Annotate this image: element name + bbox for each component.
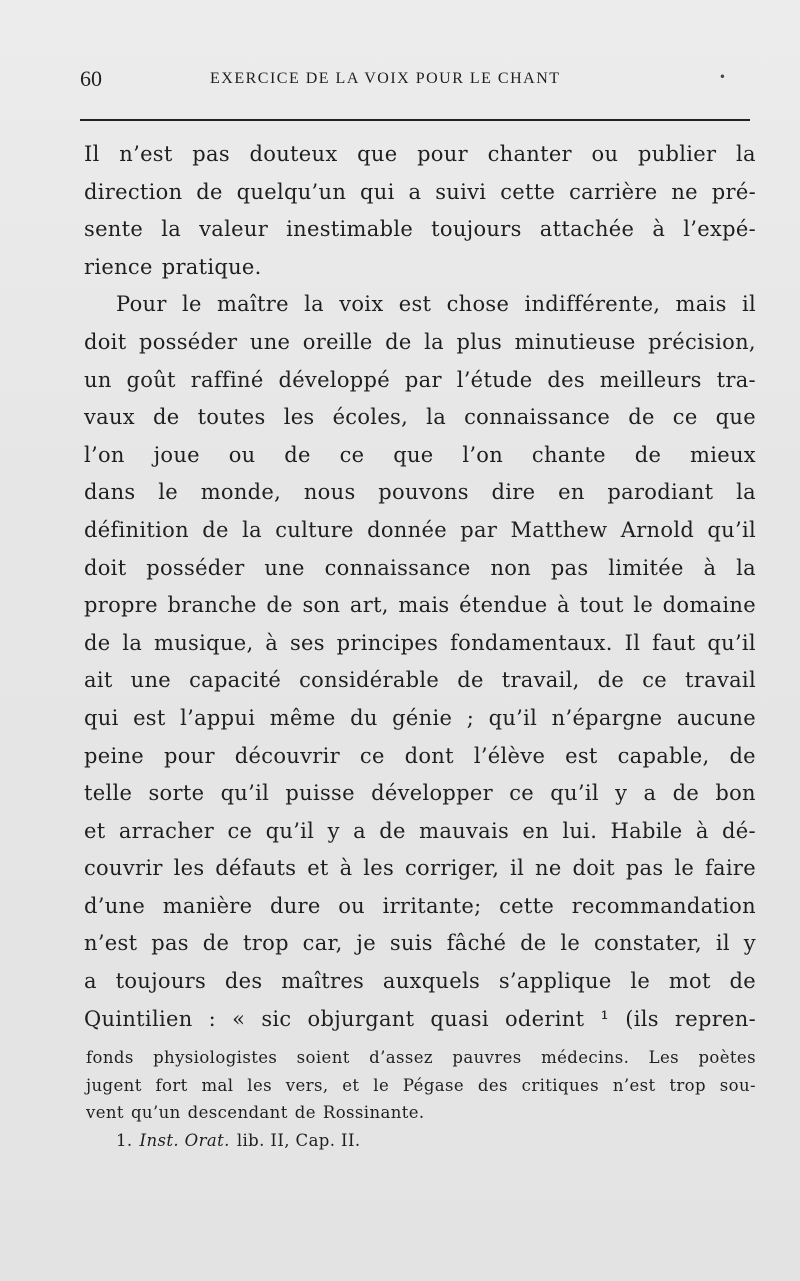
footnote-continuation <box>86 1044 756 1127</box>
text-line: a toujours des maîtres auxquels s’applique le mot de <box>84 969 756 994</box>
footnote-reference <box>86 1127 756 1155</box>
text-line: Quintilien : « sic objurgant quasi oderint ¹ (ils repren- <box>84 1006 756 1031</box>
header-dot: • <box>718 70 726 84</box>
footnote-line: vent qu’un descendant de Rossinante. <box>86 1103 425 1122</box>
footnote-work: Inst. Orat. <box>139 1130 230 1150</box>
text-line: dans le monde, nous pouvons dire en parodiant la <box>84 480 756 505</box>
footnotes <box>86 1044 756 1154</box>
text-line: de la musique, à ses principes fondamentaux. Il faut qu’il <box>84 630 756 655</box>
footnote-location: lib. II, Cap. II. <box>236 1130 361 1150</box>
text-line: n’est pas de trop car, je suis fâché de le constater, il y <box>84 931 756 956</box>
text-line: direction de quelqu’un qui a suivi cette carrière ne pré- <box>84 179 756 204</box>
text-line: peine pour découvrir ce dont l’élève est capable, de <box>84 743 756 768</box>
text-line: qui est l’appui même du génie ; qu’il n’épargne aucune <box>84 705 756 730</box>
text-line: rience pratique. <box>84 254 262 279</box>
text-line: et arracher ce qu’il y a de mauvais en lui. Habile à dé- <box>84 818 756 843</box>
header-rule <box>80 119 750 121</box>
text-line: d’une manière dure ou irritante; cette recommandation <box>84 893 756 918</box>
text-line: telle sorte qu’il puisse développer ce qu’il y a de bon <box>84 781 756 806</box>
text-line: Il n’est pas douteux que pour chanter ou publier la <box>84 142 756 166</box>
text-line: Pour le maître la voix est chose indifférente, mais il <box>116 292 756 317</box>
text-line: doit posséder une oreille de la plus minutieuse précision, <box>84 329 756 354</box>
text-line: ait une capacité considérable de travail, de ce travail <box>84 668 756 693</box>
text-line: couvrir les défauts et à les corriger, il ne doit pas le faire <box>84 856 756 881</box>
text-line: l’on joue ou de ce que l’on chante de mieux <box>84 442 756 467</box>
footnote-line: fonds physiologistes soient d’assez pauvres médecins. Les poètes <box>86 1048 756 1067</box>
text-line: doit posséder une connaissance non pas limitée à la <box>84 555 756 580</box>
running-head: EXERCICE DE LA VOIX POUR LE CHANT <box>210 70 561 87</box>
footnote-number: 1. <box>116 1130 133 1150</box>
footnote-line: jugent fort mal les vers, et le Pégase des critiques n’est trop sou- <box>86 1075 756 1095</box>
text-line: un goût raffiné développé par l’étude des meilleurs tra- <box>84 367 756 392</box>
text-line: sente la valeur inestimable toujours attachée à l’expé- <box>84 217 756 242</box>
page-header <box>80 66 740 106</box>
text-line: propre branche de son art, mais étendue à tout le domaine <box>84 593 756 618</box>
body-text <box>84 136 756 1038</box>
text-line: vaux de toutes les écoles, la connaissance de ce que <box>84 405 756 430</box>
page-number: 60 <box>80 66 102 91</box>
text-line: définition de la culture donnée par Matthew Arnold qu’il <box>84 517 756 542</box>
